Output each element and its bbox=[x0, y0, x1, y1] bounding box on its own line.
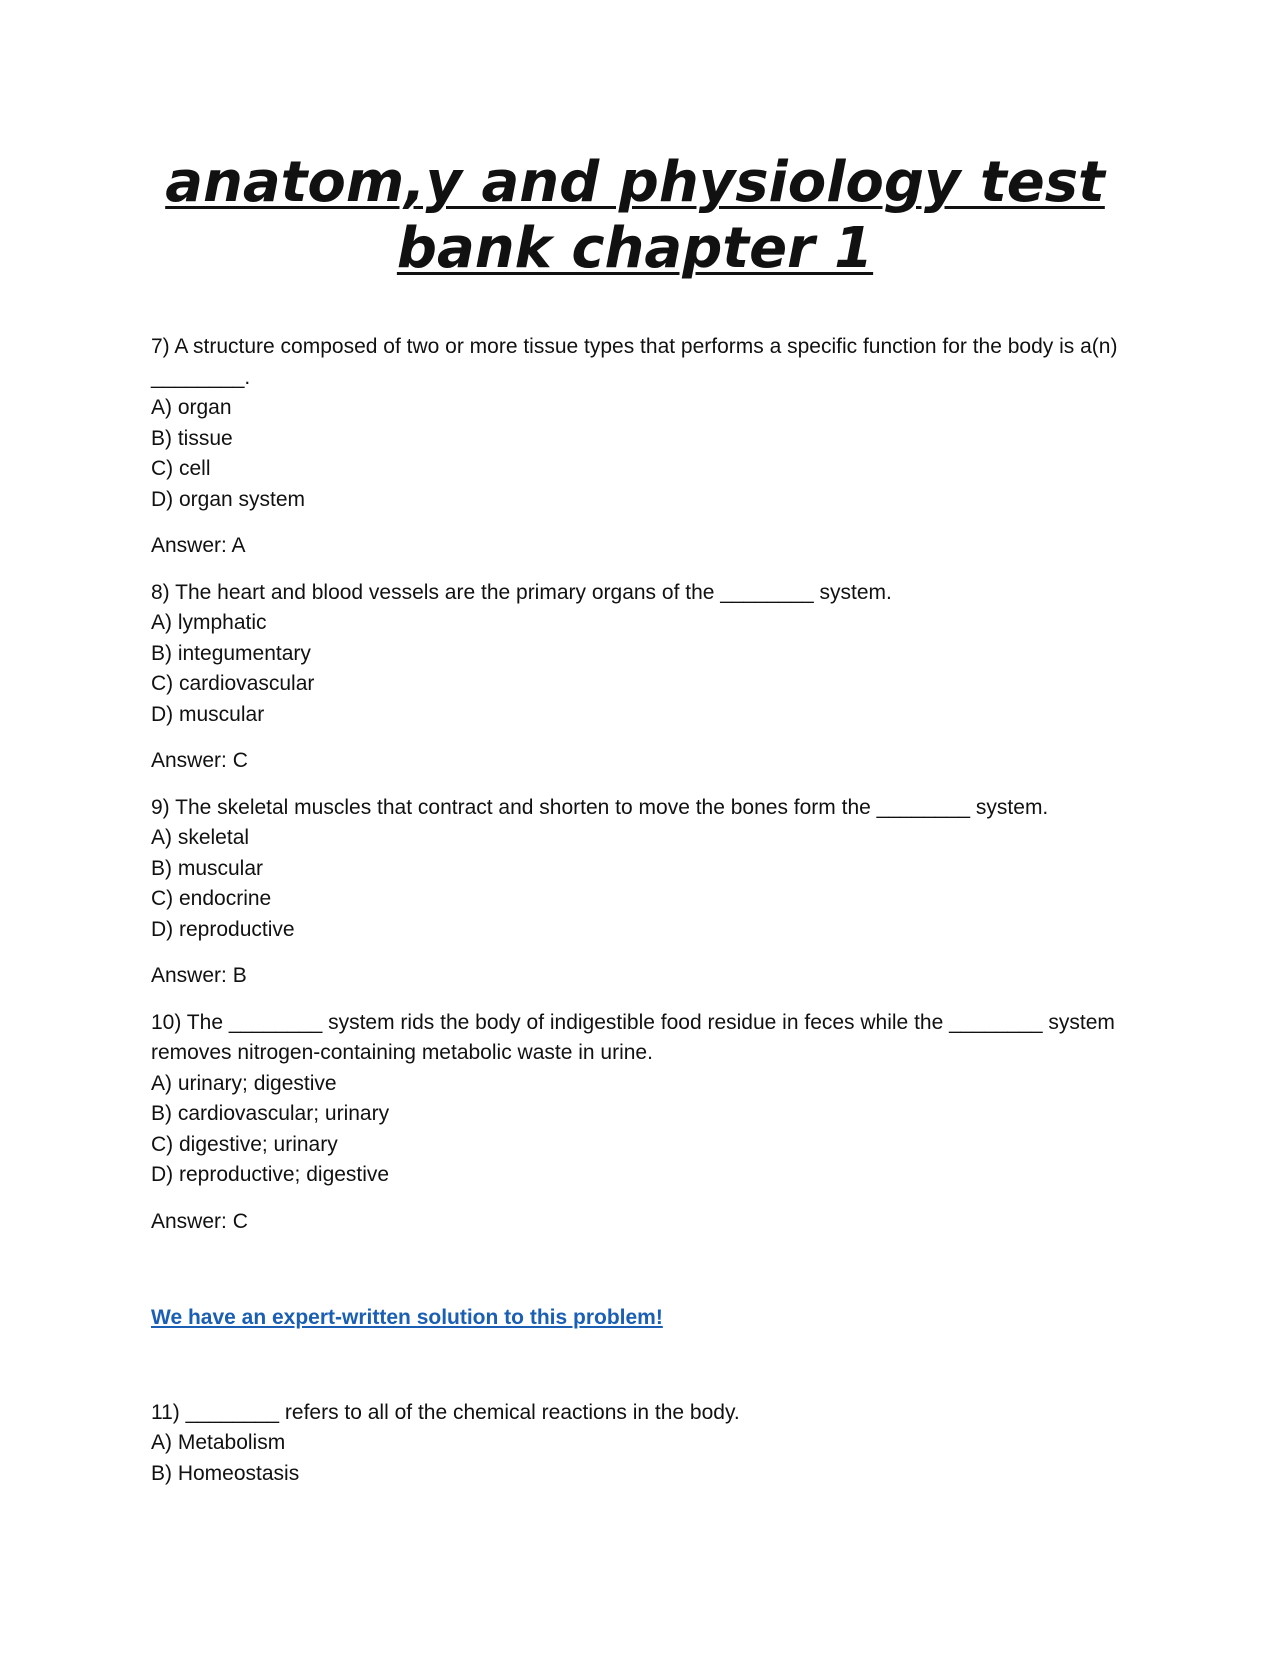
option-d: D) organ system bbox=[151, 487, 306, 511]
option-a: A) Metabolism bbox=[151, 1431, 286, 1454]
question-text: 9) The skeletal muscles that contract and shorten to move the bones form the ________ system. bbox=[151, 795, 1049, 819]
answer-10: Answer: C bbox=[151, 1209, 248, 1233]
option-c: C) endocrine bbox=[151, 887, 272, 910]
option-d: D) reproductive; digestive bbox=[151, 1163, 390, 1186]
option-b: B) muscular bbox=[151, 856, 264, 880]
question-10 bbox=[151, 1008, 1126, 1191]
option-b: B) Homeostasis bbox=[151, 1461, 300, 1485]
option-a: A) urinary; digestive bbox=[151, 1071, 337, 1095]
answer-9: Answer: B bbox=[151, 964, 247, 987]
expert-solution-link[interactable]: We have an expert-written solution to this problem! bbox=[151, 1306, 663, 1329]
option-d: D) muscular bbox=[151, 702, 265, 726]
question-text: 7) A structure composed of two or more tissue types that performs a specific function for the body is a(n) ________. bbox=[151, 335, 1118, 389]
option-c: C) digestive; urinary bbox=[151, 1132, 338, 1156]
option-a: A) skeletal bbox=[151, 826, 250, 849]
question-text: 8) The heart and blood vessels are the primary organs of the ________ system. bbox=[151, 580, 892, 604]
option-c: C) cardiovascular bbox=[151, 672, 315, 695]
option-b: B) cardiovascular; urinary bbox=[151, 1102, 390, 1125]
option-b: B) tissue bbox=[151, 426, 233, 450]
document-body bbox=[151, 332, 1126, 1489]
spacer bbox=[151, 1334, 1126, 1384]
question-9 bbox=[151, 793, 1126, 946]
document-title-text: anatom,y and physiology test bank chapter 1 bbox=[165, 150, 1105, 281]
question-11 bbox=[151, 1398, 1126, 1490]
option-c: C) cell bbox=[151, 457, 211, 480]
question-text: 10) The ________ system rids the body of indigestible food residue in feces while the ________ system removes nitrogen-containing metabolic waste in urine. bbox=[151, 1010, 1115, 1064]
question-7 bbox=[151, 332, 1126, 515]
answer-7: Answer: A bbox=[151, 534, 246, 557]
question-8 bbox=[151, 578, 1126, 731]
option-a: A) organ bbox=[151, 396, 232, 419]
answer-8: Answer: C bbox=[151, 749, 248, 772]
document-title bbox=[140, 150, 1130, 282]
spacer bbox=[151, 1253, 1126, 1303]
question-text: 11) ________ refers to all of the chemical reactions in the body. bbox=[151, 1400, 740, 1424]
option-b: B) integumentary bbox=[151, 641, 311, 665]
option-a: A) lymphatic bbox=[151, 611, 267, 634]
option-d: D) reproductive bbox=[151, 917, 295, 941]
